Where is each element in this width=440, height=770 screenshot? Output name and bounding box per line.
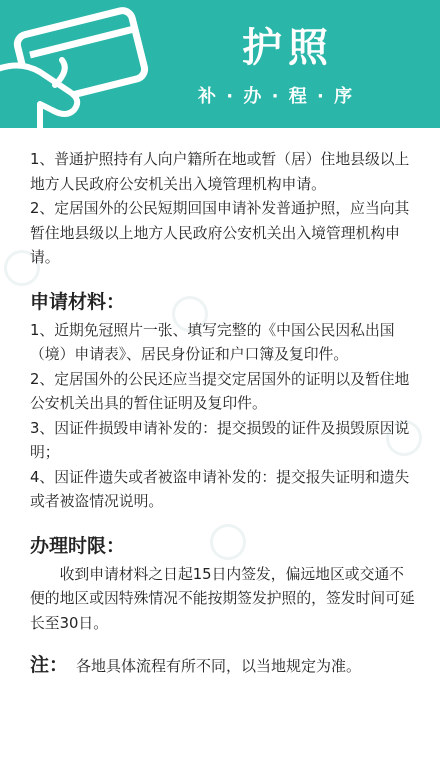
time-limit-title: 办理时限： [30, 534, 126, 557]
materials-title: 申请材料： [30, 290, 126, 313]
page-subtitle: 补 · 办 · 程 · 序 [198, 86, 355, 107]
materials-section [30, 289, 418, 515]
materials-item: 4、因证件遗失或者被盗申请补发的：提交报失证明和遗失或者被盗情况说明。 [30, 468, 410, 510]
intro-section [30, 148, 418, 271]
main-content [30, 148, 418, 679]
note-section [30, 652, 418, 679]
materials-item: 2、定居国外的公民还应当提交定居国外的证明以及暂住地公安机关出具的暂住证明及复印件。 [30, 370, 410, 412]
materials-item: 1、近期免冠照片一张、填写完整的《中国公民因私出国（境）申请表》、居民身份证和户口簿及复印件。 [30, 321, 395, 363]
intro-item: 1、普通护照持有人向户籍所在地或暂（居）住地县级以上地方人民政府公安机关出入境管理机构申请。 [30, 151, 410, 193]
intro-item: 2、定居国外的公民短期回国申请补发普通护照，应当向其暂住地县级以上地方人民政府公安机关出入境管理机构申请。 [30, 200, 410, 266]
time-limit-section [30, 533, 418, 637]
time-limit-text: 收到申请材料之日起15日内签发，偏远地区或交通不便的地区或因特殊情况不能按期签发护照的，签发时间可延长至30日。 [30, 565, 415, 632]
note-text: 各地具体流程有所不同，以当地规定为准。 [76, 657, 362, 675]
materials-item: 3、因证件损毁申请补发的：提交损毁的证件及损毁原因说明； [30, 419, 410, 461]
header-banner [0, 0, 440, 128]
page-title: 护照 [242, 25, 334, 71]
hand-holding-card-icon [0, 0, 160, 128]
note-label: 注： [30, 654, 69, 676]
